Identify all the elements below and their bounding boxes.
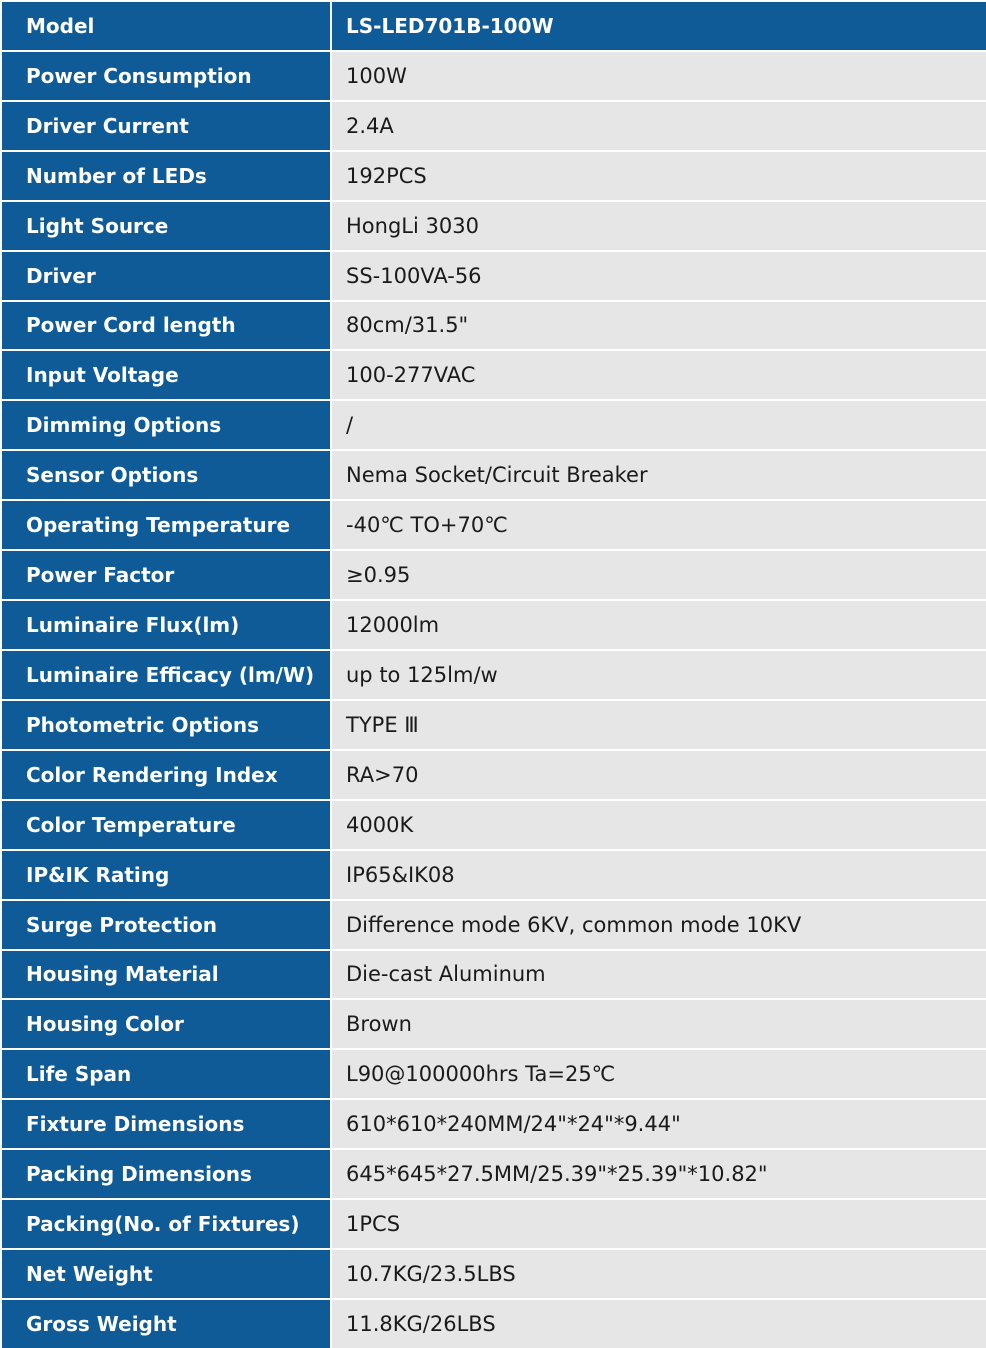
table-row xyxy=(1,450,986,500)
table-row xyxy=(1,400,986,450)
spec-value: 80cm/31.5" xyxy=(331,301,986,351)
table-row xyxy=(1,1299,986,1348)
table-row xyxy=(1,350,986,400)
spec-label: Power Factor xyxy=(1,550,331,600)
spec-label: Surge Protection xyxy=(1,900,331,950)
table-row xyxy=(1,301,986,351)
spec-value: Brown xyxy=(331,999,986,1049)
spec-label: Sensor Options xyxy=(1,450,331,500)
table-row xyxy=(1,1149,986,1199)
spec-label: Luminaire Efficacy (lm/W) xyxy=(1,650,331,700)
spec-label: Net Weight xyxy=(1,1249,331,1299)
spec-label: Packing Dimensions xyxy=(1,1149,331,1199)
spec-value: L90@100000hrs Ta=25℃ xyxy=(331,1049,986,1099)
spec-value: / xyxy=(331,400,986,450)
table-row xyxy=(1,900,986,950)
spec-value: 4000K xyxy=(331,800,986,850)
table-row xyxy=(1,750,986,800)
spec-value: 100-277VAC xyxy=(331,350,986,400)
spec-label: Operating Temperature xyxy=(1,500,331,550)
spec-value: -40℃ TO+70℃ xyxy=(331,500,986,550)
spec-label: Life Span xyxy=(1,1049,331,1099)
spec-table-body xyxy=(1,1,986,1348)
table-row xyxy=(1,101,986,151)
spec-label: Packing(No. of Fixtures) xyxy=(1,1199,331,1249)
spec-label: IP&IK Rating xyxy=(1,850,331,900)
table-row xyxy=(1,1249,986,1299)
header-label: Model xyxy=(1,1,331,51)
spec-label: Gross Weight xyxy=(1,1299,331,1348)
table-row xyxy=(1,999,986,1049)
spec-value: 100W xyxy=(331,51,986,101)
spec-label: Driver xyxy=(1,251,331,301)
spec-value: 1PCS xyxy=(331,1199,986,1249)
table-row xyxy=(1,1049,986,1099)
spec-value: IP65&IK08 xyxy=(331,850,986,900)
table-header-row xyxy=(1,1,986,51)
table-row xyxy=(1,500,986,550)
spec-label: Luminaire Flux(lm) xyxy=(1,600,331,650)
table-row xyxy=(1,800,986,850)
header-value: LS-LED701B-100W xyxy=(331,1,986,51)
spec-value: 2.4A xyxy=(331,101,986,151)
spec-value: 10.7KG/23.5LBS xyxy=(331,1249,986,1299)
table-row xyxy=(1,151,986,201)
table-row xyxy=(1,201,986,251)
table-row xyxy=(1,700,986,750)
spec-value: up to 125lm/w xyxy=(331,650,986,700)
table-row xyxy=(1,850,986,900)
table-row xyxy=(1,600,986,650)
spec-label: Photometric Options xyxy=(1,700,331,750)
spec-value: HongLi 3030 xyxy=(331,201,986,251)
spec-value: ≥0.95 xyxy=(331,550,986,600)
spec-label: Number of LEDs xyxy=(1,151,331,201)
spec-value: Nema Socket/Circuit Breaker xyxy=(331,450,986,500)
spec-label: Color Rendering Index xyxy=(1,750,331,800)
table-row xyxy=(1,1199,986,1249)
spec-label: Power Consumption xyxy=(1,51,331,101)
spec-label: Housing Color xyxy=(1,999,331,1049)
spec-value: TYPE Ⅲ xyxy=(331,700,986,750)
table-row xyxy=(1,251,986,301)
spec-label: Driver Current xyxy=(1,101,331,151)
spec-label: Light Source xyxy=(1,201,331,251)
table-row xyxy=(1,1099,986,1149)
spec-value: 12000lm xyxy=(331,600,986,650)
table-row xyxy=(1,650,986,700)
spec-value: 11.8KG/26LBS xyxy=(331,1299,986,1348)
spec-value: 610*610*240MM/24"*24"*9.44" xyxy=(331,1099,986,1149)
spec-value: Die-cast Aluminum xyxy=(331,950,986,1000)
spec-value: 192PCS xyxy=(331,151,986,201)
spec-label: Power Cord length xyxy=(1,301,331,351)
spec-label: Color Temperature xyxy=(1,800,331,850)
table-row xyxy=(1,550,986,600)
spec-label: Dimming Options xyxy=(1,400,331,450)
spec-label: Input Voltage xyxy=(1,350,331,400)
spec-value: SS-100VA-56 xyxy=(331,251,986,301)
spec-label: Fixture Dimensions xyxy=(1,1099,331,1149)
spec-value: 645*645*27.5MM/25.39"*25.39"*10.82" xyxy=(331,1149,986,1199)
spec-value: Difference mode 6KV, common mode 10KV xyxy=(331,900,986,950)
table-row xyxy=(1,950,986,1000)
spec-label: Housing Material xyxy=(1,950,331,1000)
table-row xyxy=(1,51,986,101)
spec-value: RA>70 xyxy=(331,750,986,800)
